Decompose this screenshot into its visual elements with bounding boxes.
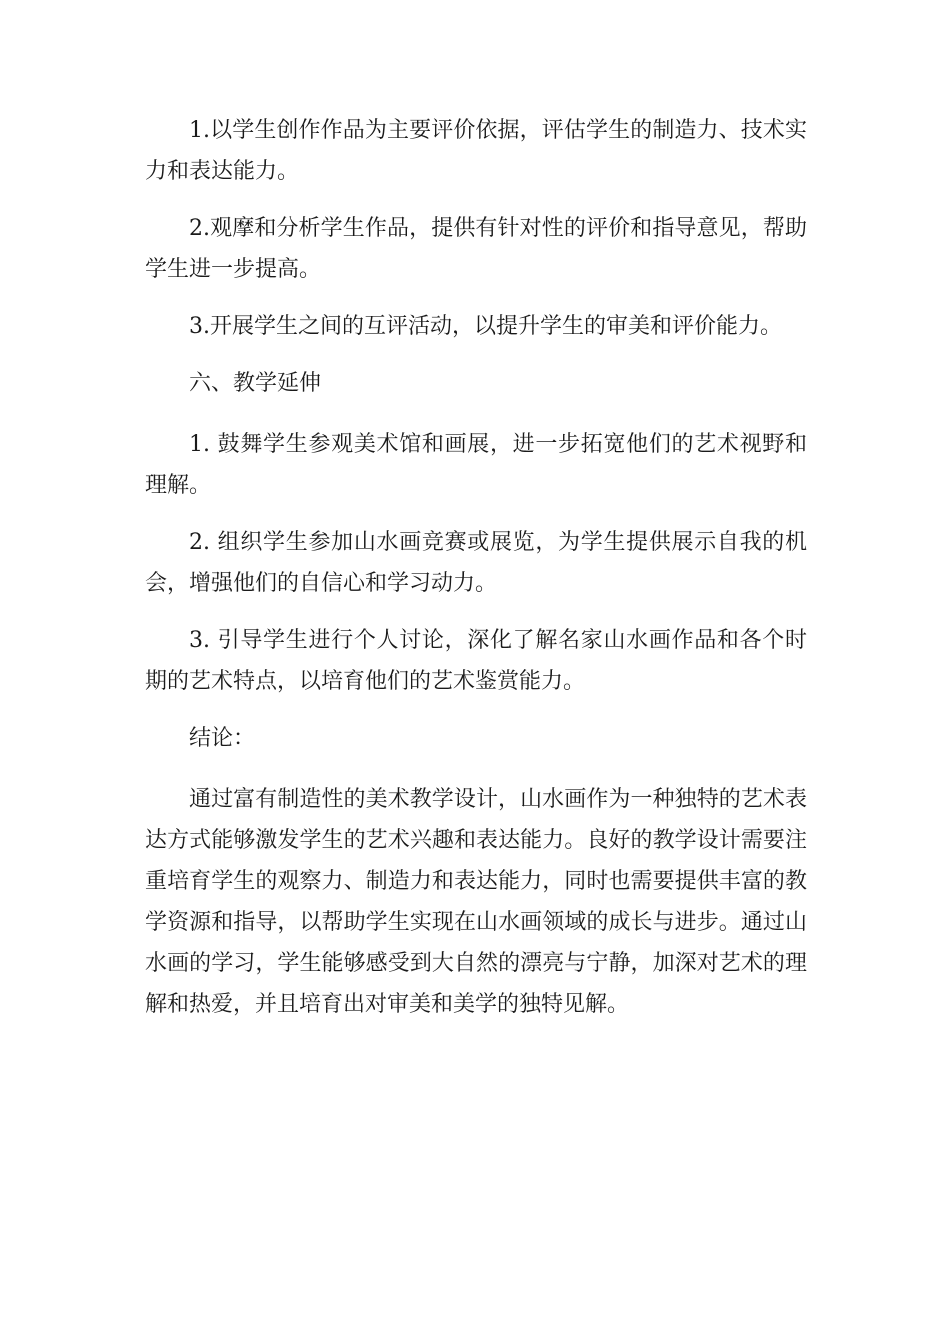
evaluation-item-1: 1.以学生创作作品为主要评价依据，评估学生的制造力、技术实力和表达能力。 <box>145 118 807 184</box>
section-heading-conclusion: 结论： <box>189 726 256 751</box>
conclusion-paragraph: 通过富有制造性的美术教学设计，山水画作为一种独特的艺术表达方式能够激发学生的艺术兴趣和表达能力。良好的教学设计需要注重培育学生的观察力、制造力和表达能力，同时也需要提供丰富的教学资源和指导，以帮助学生实现在山水画领域的成长与进步。通过山水画的学习，学生能够感受到大自然的漂亮与宁静，加深对艺术的理解和热爱，并且培育出对审美和美学的独特见解。 <box>145 787 807 1017</box>
evaluation-item-2: 2.观摩和分析学生作品，提供有针对性的评价和指导意见，帮助学生进一步提高。 <box>145 216 807 282</box>
extension-item-1: 1. 鼓舞学生参观美术馆和画展，进一步拓宽他们的艺术视野和理解。 <box>145 432 807 498</box>
document-body <box>145 110 807 1041</box>
extension-item-3: 3. 引导学生进行个人讨论，深化了解名家山水画作品和各个时期的艺术特点，以培育他们的艺术鉴赏能力。 <box>145 628 807 694</box>
section-heading-teaching-extension: 六、教学延伸 <box>189 371 322 396</box>
extension-item-2: 2. 组织学生参加山水画竞赛或展览，为学生提供展示自我的机会，增强他们的自信心和学习动力。 <box>145 530 807 596</box>
evaluation-item-3: 3.开展学生之间的互评活动，以提升学生的审美和评价能力。 <box>189 314 782 339</box>
